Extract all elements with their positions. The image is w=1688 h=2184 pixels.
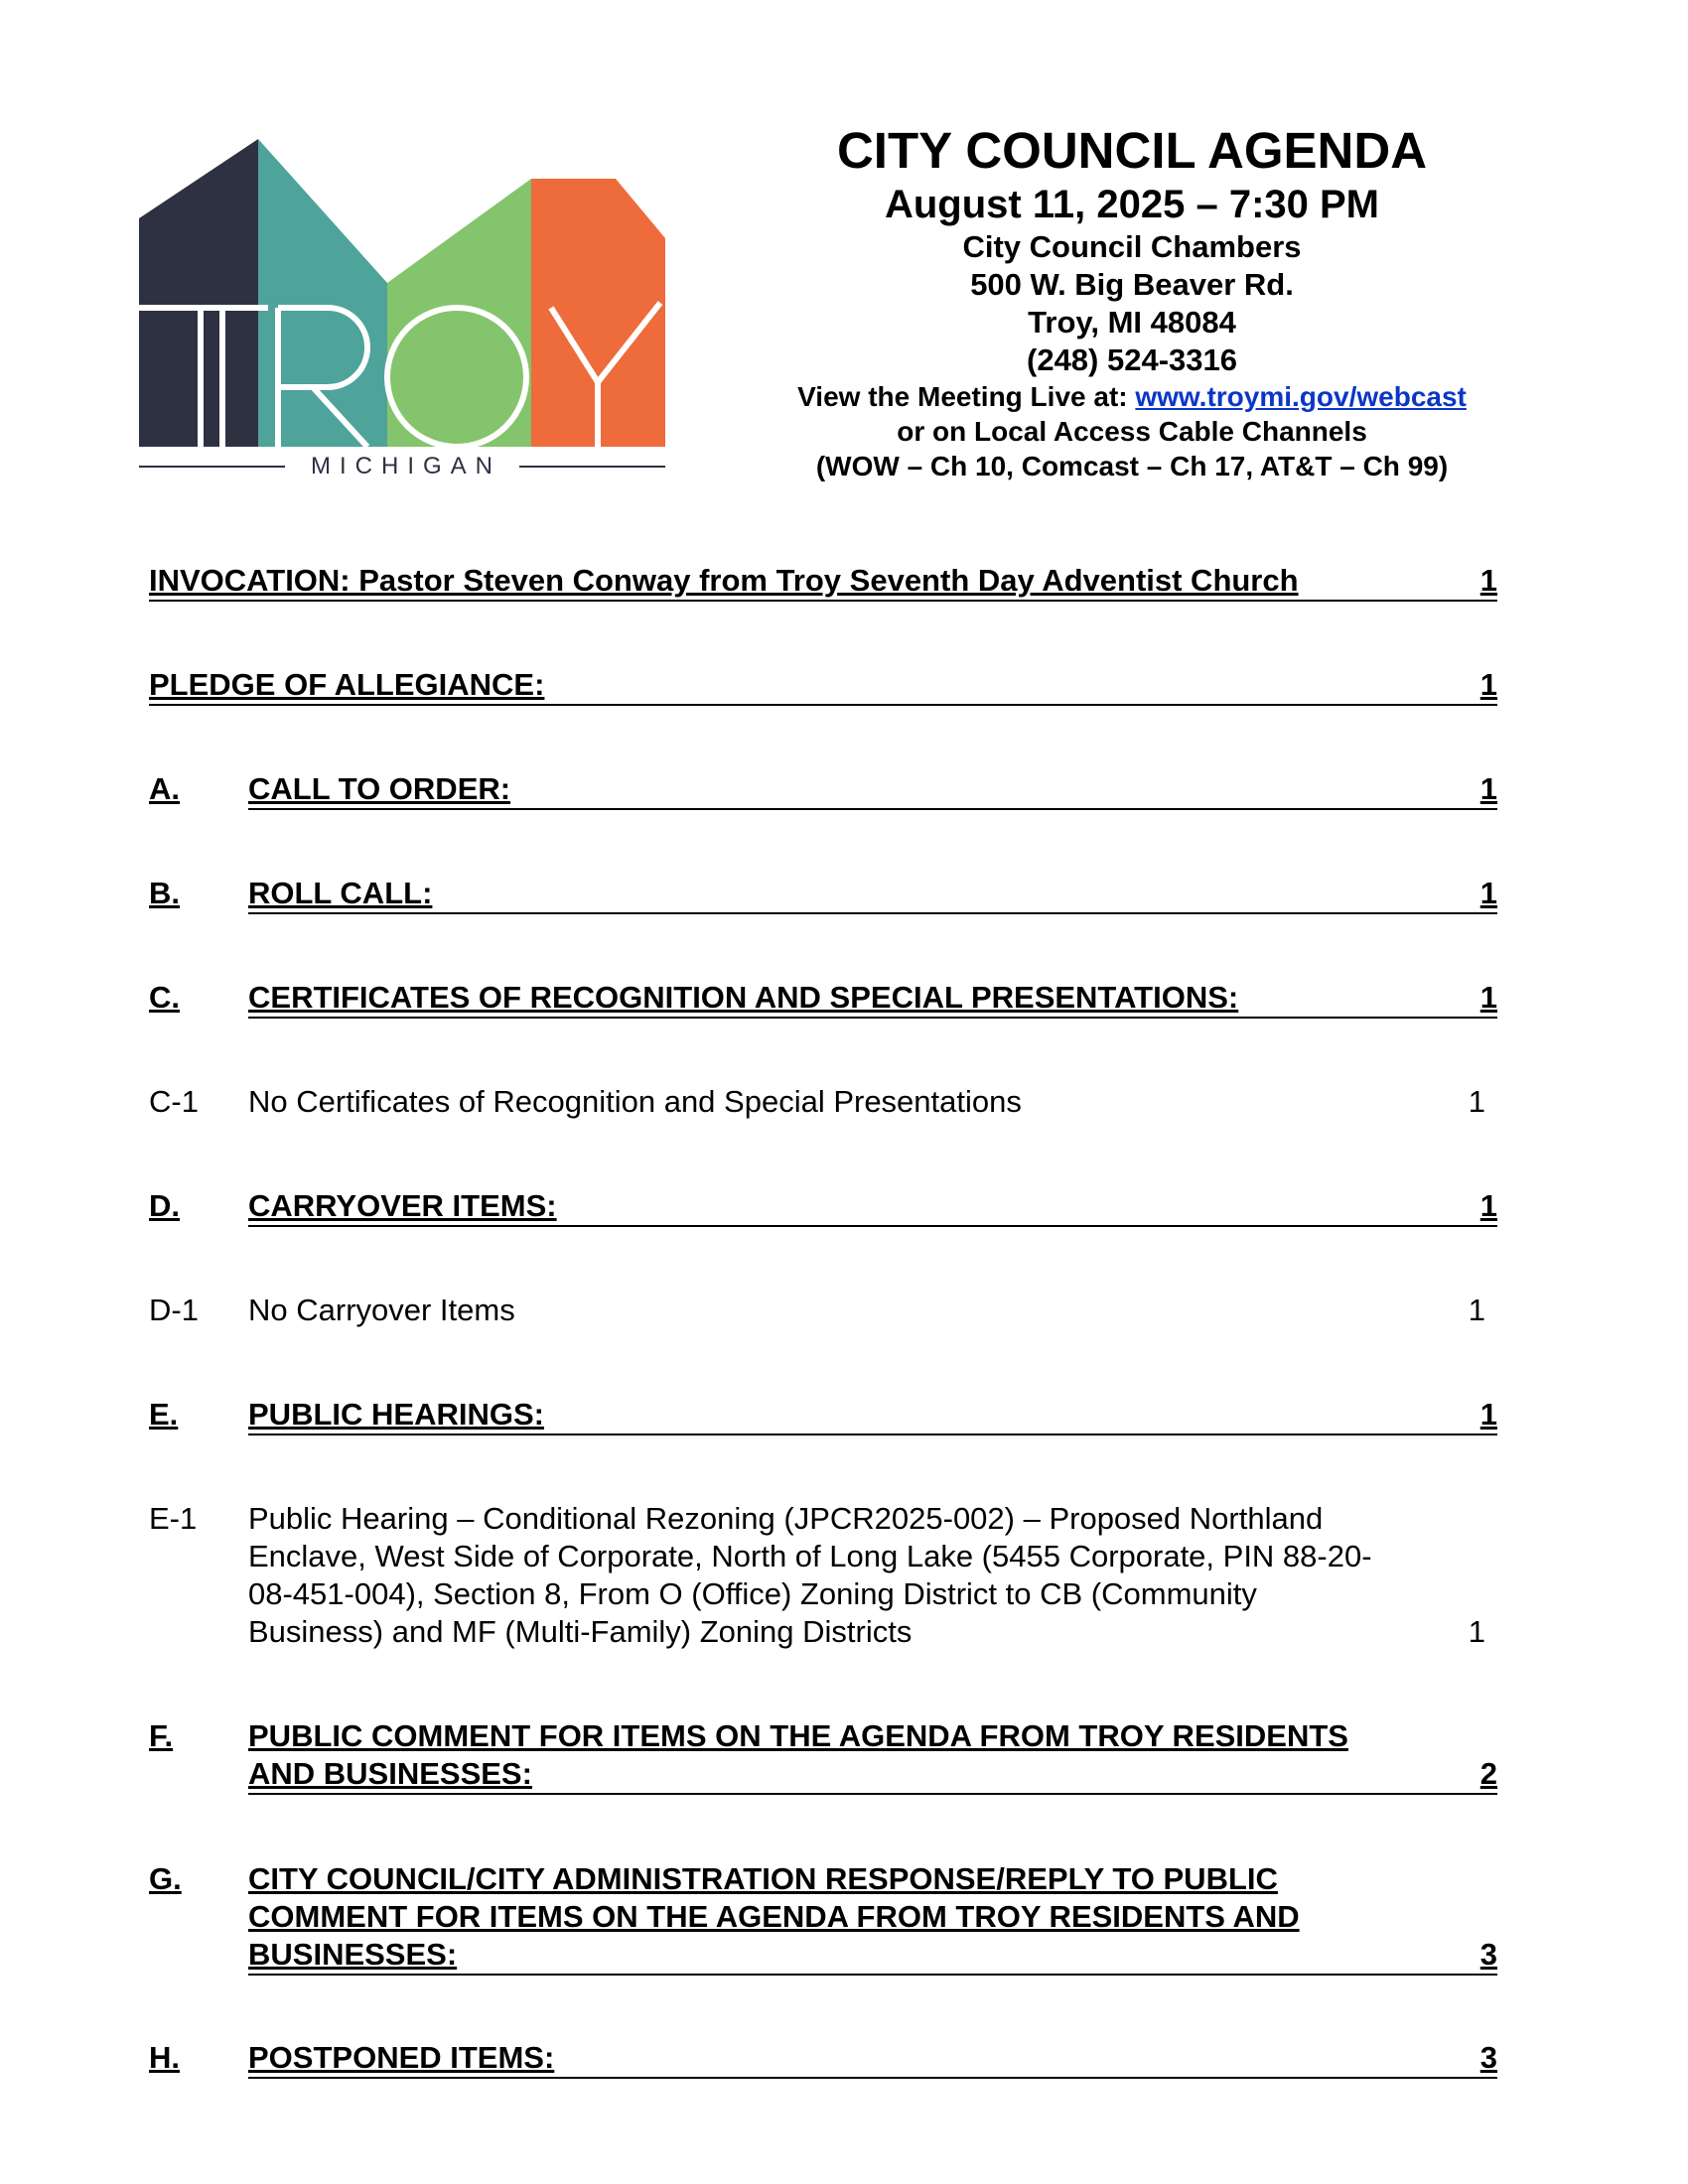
agenda-subitem-c1 (149, 1083, 1497, 1121)
webcast-link[interactable]: www.troymi.gov/webcast (1135, 381, 1467, 412)
agenda-item-b (149, 875, 1497, 912)
item-title: CALL TO ORDER: (248, 771, 511, 806)
meeting-date: August 11, 2025 – 7:30 PM (884, 183, 1379, 226)
item-letter: G. (149, 1861, 182, 1896)
agenda-item-pledge (149, 666, 1497, 704)
meeting-address: 500 W. Big Beaver Rd. (970, 267, 1294, 302)
page-number: 3 (1479, 2040, 1497, 2075)
meeting-location: City Council Chambers (962, 229, 1302, 264)
item-title-line: AND BUSINESSES: (248, 1756, 532, 1791)
subitem-number: E-1 (149, 1501, 198, 1536)
item-letter: A. (149, 771, 180, 806)
subitem-line: Business) and MF (Multi-Family) Zoning Districts (248, 1614, 913, 1649)
logo-rule-left (139, 466, 285, 468)
item-title: PUBLIC HEARINGS: (248, 1397, 544, 1432)
subitem-text (248, 1500, 1497, 1651)
page-number: 1 (1479, 771, 1497, 806)
item-title: POSTPONED ITEMS: (248, 2040, 555, 2075)
page-number: 1 (1468, 1614, 1485, 1649)
item-title-line: BUSINESSES: (248, 1937, 458, 1972)
item-letter: C. (149, 980, 180, 1015)
webcast-prefix: View the Meeting Live at: (797, 381, 1136, 412)
channels-line: (WOW – Ch 10, Comcast – Ch 17, AT&T – Ch 99) (815, 451, 1449, 481)
page-number: 1 (1479, 563, 1497, 598)
item-letter: D. (149, 1188, 180, 1223)
item-title: CERTIFICATES OF RECOGNITION AND SPECIAL PRESENTATIONS: (248, 980, 1239, 1015)
agenda-item-e (149, 1396, 1497, 1433)
troy-logo (139, 119, 665, 486)
subitem-number: C-1 (149, 1084, 199, 1119)
item-title: ROLL CALL: (248, 876, 433, 910)
page-title: CITY COUNCIL AGENDA (836, 122, 1428, 179)
subitem-line: 08-451-004), Section 8, From O (Office) Zoning District to CB (Community (248, 1576, 1257, 1611)
meeting-phone: (248) 524-3316 (1027, 342, 1237, 377)
agenda-header (695, 121, 1569, 483)
page-number: 2 (1479, 1756, 1497, 1791)
page-number: 1 (1468, 1084, 1485, 1119)
page-number: 1 (1479, 667, 1497, 702)
logo-rule-right (519, 466, 665, 468)
page-number: 1 (1479, 876, 1497, 910)
agenda-item-h (149, 2039, 1497, 2077)
agenda-item-d (149, 1187, 1497, 1225)
subitem-text: No Carryover Items (248, 1293, 515, 1327)
agenda-item-f (149, 1717, 1497, 1793)
logo-subtitle (139, 447, 665, 486)
agenda-item-a (149, 770, 1497, 808)
agenda-subitem-e1 (149, 1500, 1497, 1651)
item-title-line: PUBLIC COMMENT FOR ITEMS ON THE AGENDA FROM TROY RESIDENTS (248, 1718, 1348, 1753)
cable-line: or on Local Access Cable Channels (897, 416, 1367, 447)
agenda-item-g (149, 1860, 1497, 1974)
agenda-subitem-d1 (149, 1292, 1497, 1329)
agenda-item-c (149, 979, 1497, 1017)
item-letter: E. (149, 1397, 179, 1432)
item-letter: H. (149, 2040, 180, 2075)
page-number: 1 (1468, 1293, 1485, 1327)
item-title: CARRYOVER ITEMS: (248, 1188, 557, 1223)
item-letter: B. (149, 876, 180, 910)
meeting-city: Troy, MI 48084 (1028, 305, 1236, 340)
page-number: 3 (1479, 1937, 1497, 1972)
subitem-line: Enclave, West Side of Corporate, North of Long Lake (5455 Corporate, PIN 88-20- (248, 1539, 1372, 1573)
pledge-text: PLEDGE OF ALLEGIANCE: (149, 667, 545, 702)
logo-michigan-text: MICHIGAN (311, 453, 501, 479)
subitem-text: No Certificates of Recognition and Special Presentations (248, 1084, 1022, 1119)
item-title-line: COMMENT FOR ITEMS ON THE AGENDA FROM TROY RESIDENTS AND (248, 1899, 1300, 1934)
page-number: 1 (1479, 1188, 1497, 1223)
invocation-text: INVOCATION: Pastor Steven Conway from Troy Seventh Day Adventist Church (149, 563, 1299, 598)
subitem-number: D-1 (149, 1293, 199, 1327)
item-title-line: CITY COUNCIL/CITY ADMINISTRATION RESPONSE/REPLY TO PUBLIC (248, 1861, 1278, 1896)
subitem-line: Public Hearing – Conditional Rezoning (JPCR2025-002) – Proposed Northland (248, 1501, 1324, 1536)
page-number: 1 (1479, 980, 1497, 1015)
page-number: 1 (1479, 1397, 1497, 1432)
item-letter: F. (149, 1718, 174, 1753)
webcast-line (695, 379, 1569, 414)
agenda-item-invocation (149, 562, 1497, 600)
